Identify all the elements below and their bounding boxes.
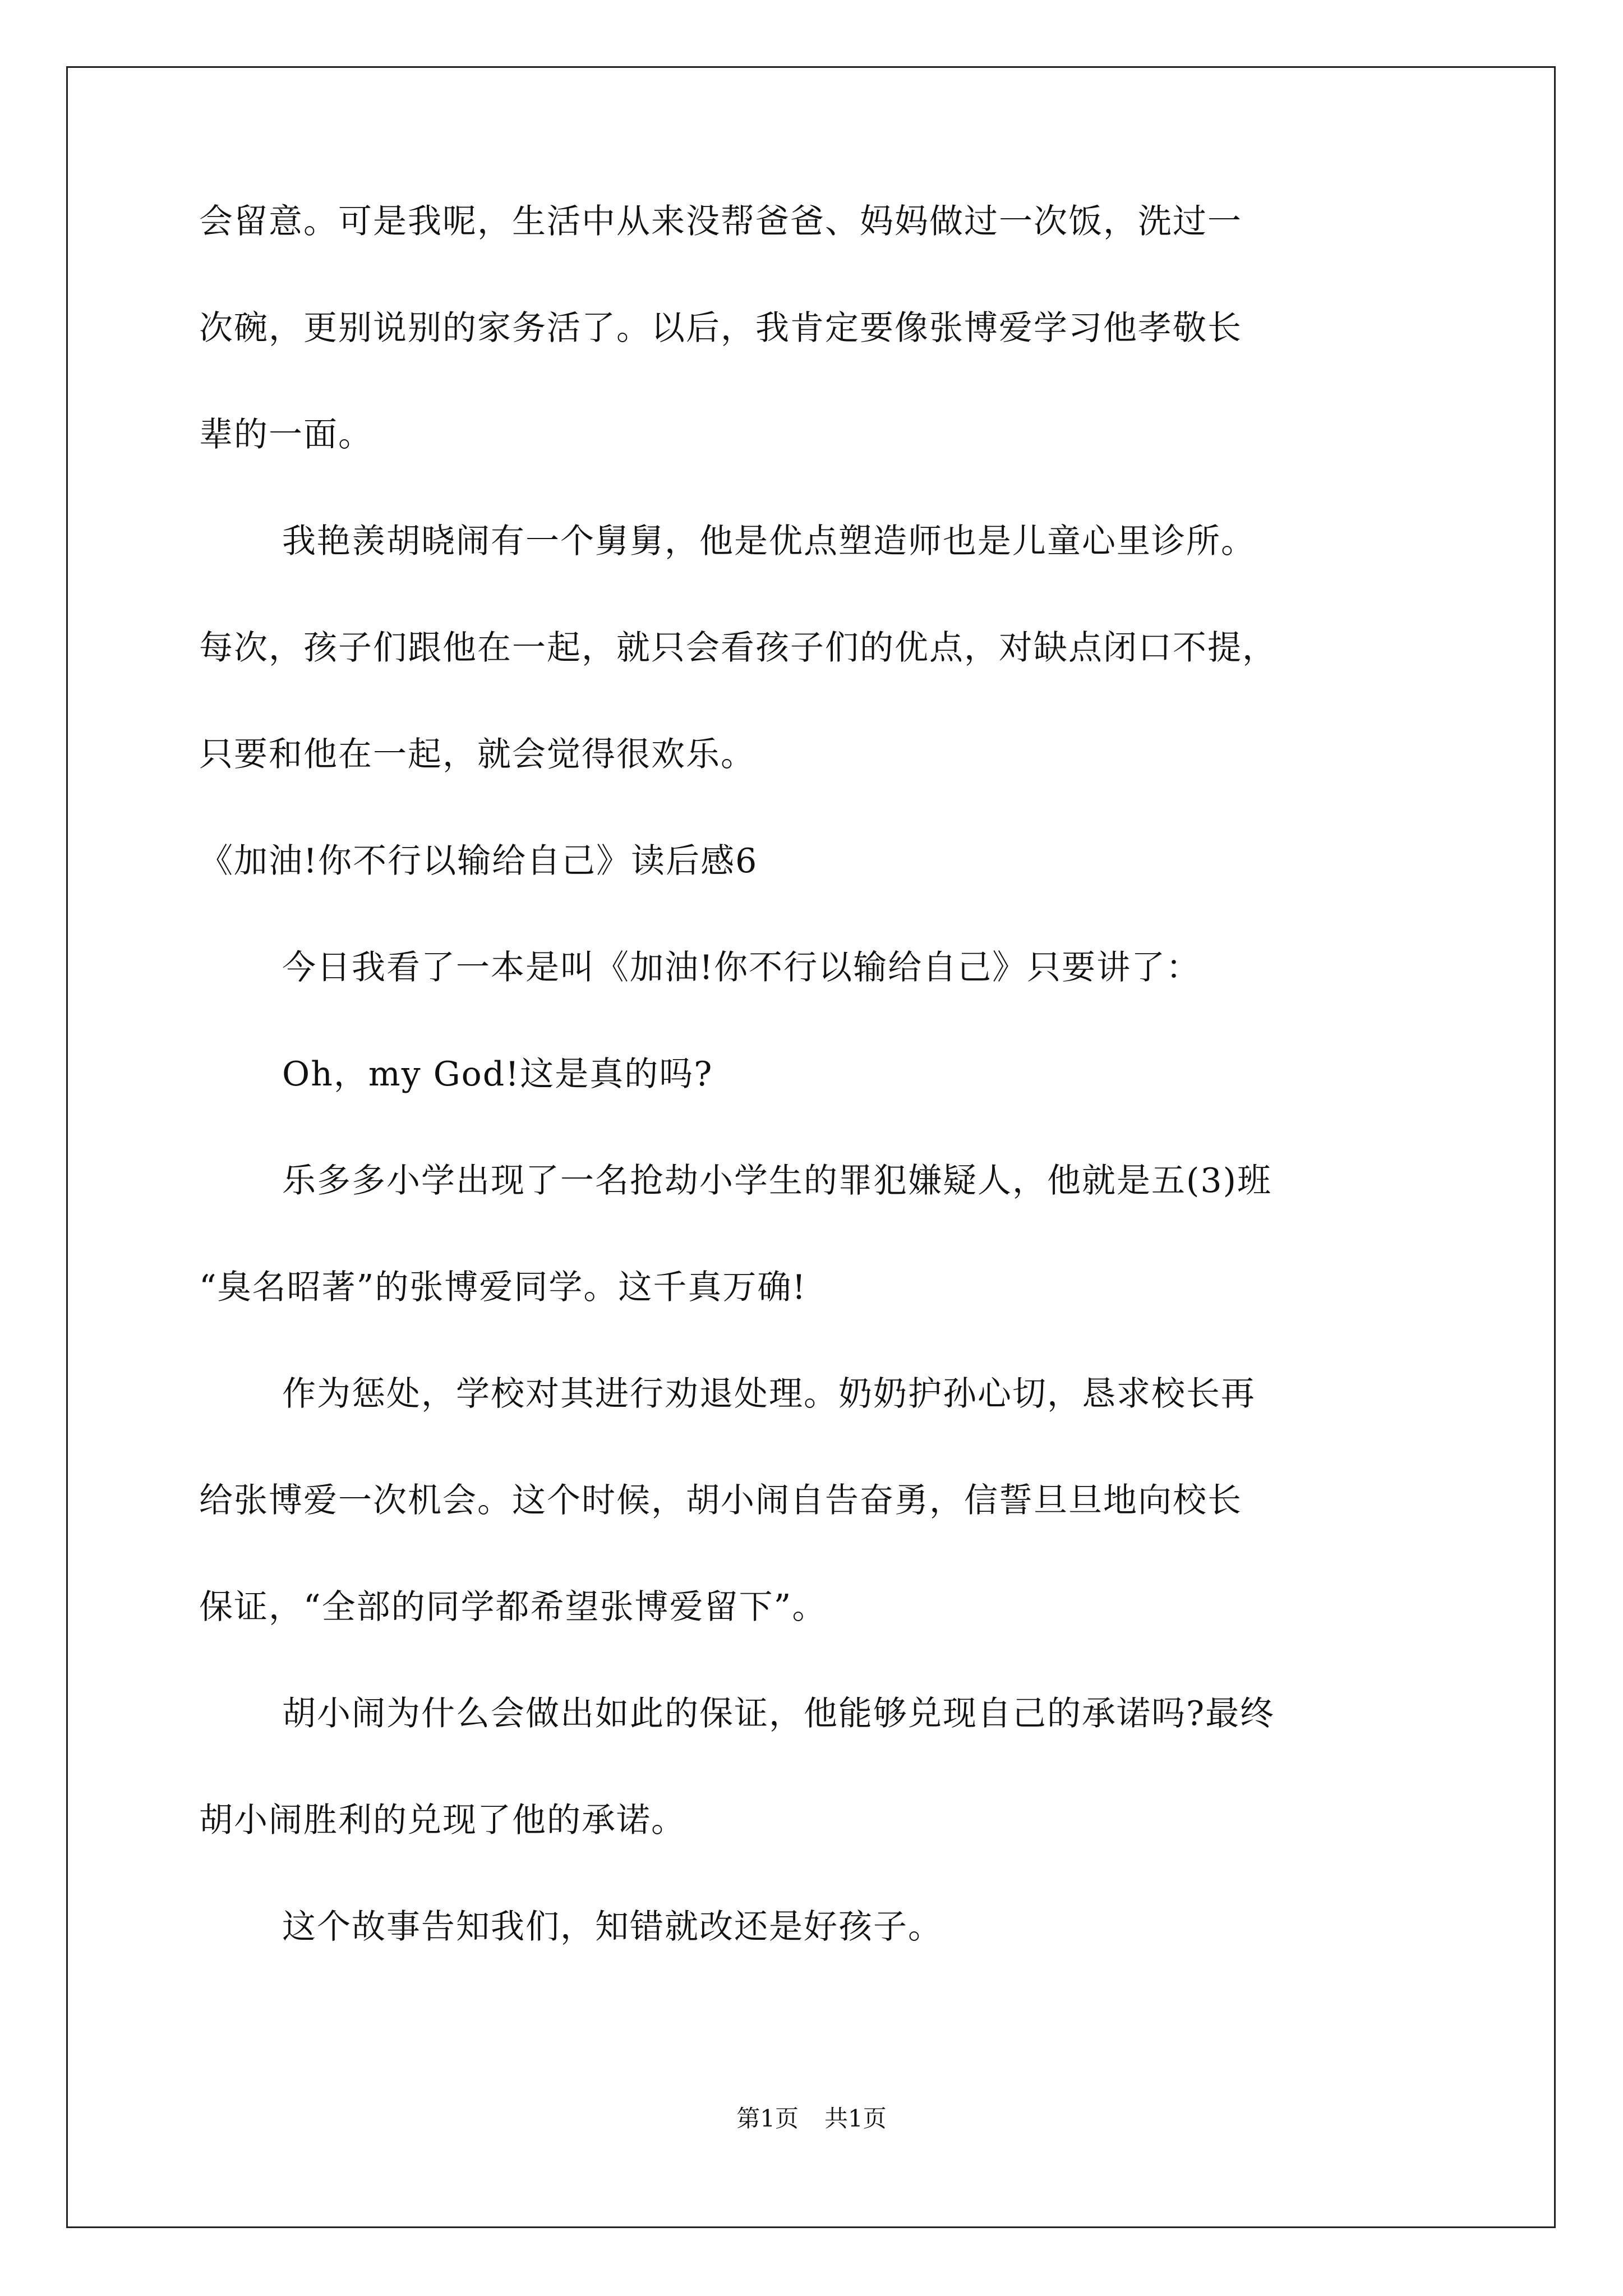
paragraph-first-line: 胡小闹为什么会做出如此的保证，他能够兑现自己的承诺吗?最终	[282, 1694, 1275, 1733]
text-line: 次碗，更别说别的家务活了。以后，我肯定要像张博爱学习他孝敬长	[199, 309, 1242, 348]
section-heading: 《加油!你不行以输给自己》读后感6	[199, 841, 758, 881]
page-number-total: 共1页	[824, 2105, 887, 2132]
paragraph-first-line: 今日我看了一本是叫《加油!你不行以输给自己》只要讲了：	[282, 948, 1201, 987]
page-footer	[0, 2105, 1623, 2133]
page-number-current: 第1页	[736, 2105, 799, 2132]
paragraph-first-line: 这个故事告知我们，知错就改还是好孩子。	[282, 1907, 943, 1947]
text-line: 胡小闹胜利的兑现了他的承诺。	[199, 1801, 686, 1840]
text-line: 给张博爱一次机会。这个时候，胡小闹自告奋勇，信誓旦旦地向校长	[199, 1481, 1242, 1520]
page-border	[66, 66, 1556, 2228]
text-line: 保证，“全部的同学都希望张博爱留下”。	[199, 1588, 827, 1627]
text-line: “臭名昭著”的张博爱同学。这千真万确!	[199, 1268, 807, 1307]
paragraph-first-line: Oh，my God!这是真的吗?	[282, 1055, 713, 1094]
text-line: 会留意。可是我呢，生活中从来没帮爸爸、妈妈做过一次饭，洗过一	[199, 202, 1242, 241]
text-line: 每次，孩子们跟他在一起，就只会看孩子们的优点，对缺点闭口不提，	[199, 628, 1277, 668]
paragraph-first-line: 我艳羡胡晓闹有一个舅舅，他是优点塑造师也是儿童心里诊所。	[282, 522, 1256, 561]
paragraph-first-line: 乐多多小学出现了一名抢劫小学生的罪犯嫌疑人，他就是五(3)班	[282, 1161, 1272, 1200]
text-line: 只要和他在一起，就会觉得很欢乐。	[199, 735, 755, 774]
paragraph-first-line: 作为惩处，学校对其进行劝退处理。奶奶护孙心切，恳求校长再	[282, 1374, 1256, 1414]
text-line: 辈的一面。	[199, 415, 373, 454]
